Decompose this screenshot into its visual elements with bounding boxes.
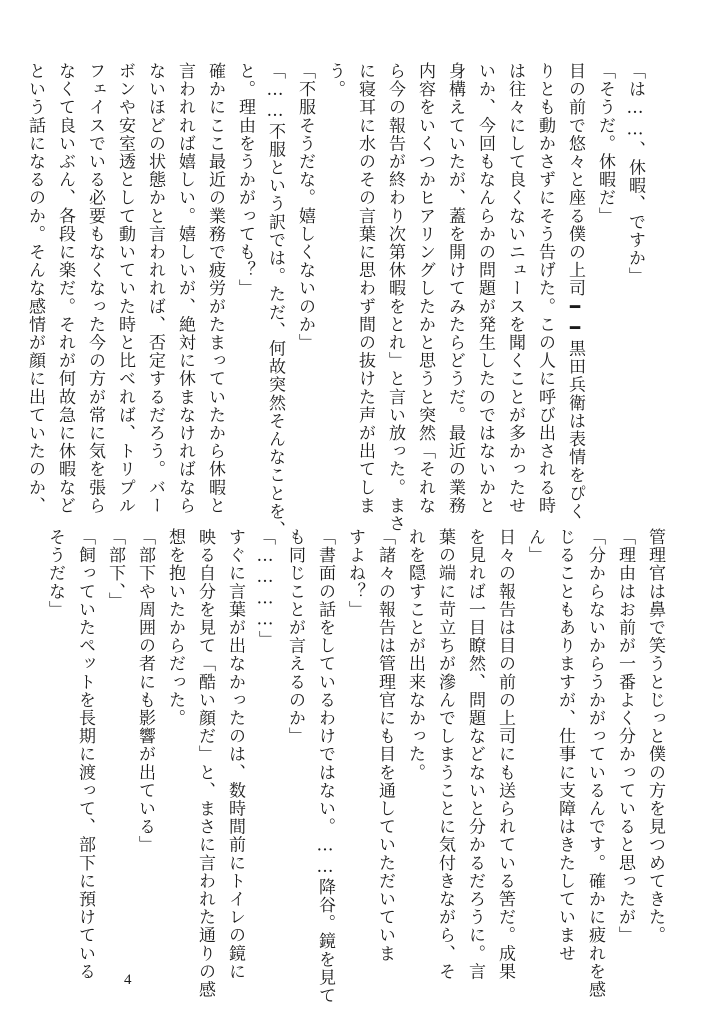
- text-line: すよね？」: [345, 528, 365, 619]
- text-line: に寝耳に水のその言葉に思わず間の抜けた声が出てしま: [355, 62, 375, 515]
- text-line: 日々の報告は目の前の上司にも送られている筈だ。成果: [495, 528, 515, 981]
- text-line: も同じことが言えるのか」: [285, 528, 305, 746]
- text-line: 「そうだ。休暇だ」: [595, 62, 615, 225]
- text-line: れを隠すことが出来なかった。: [405, 528, 425, 782]
- text-line: フェイスでいる必要もなくなった今の方が常に気を張ら: [85, 62, 105, 515]
- text-line: う。: [325, 62, 345, 99]
- text-line: 「飼っていたペットを長期に渡って、部下に預けている: [75, 528, 95, 981]
- text-line: 内容をいくつかヒアリングしたかと思うと突然「それな: [415, 62, 435, 515]
- text-line: は往々にして良くないニュースを聞くことが多かったせ: [505, 62, 525, 515]
- text-line: 葉の端に苛立ちが滲んでしまうことに気付きながら、そ: [435, 528, 455, 981]
- text-line: 身構えていたが、蓋を開けてみたらどうだ。最近の業務: [445, 62, 465, 515]
- lower-text-block: [40, 528, 670, 1005]
- text-line: なくて良いぶん、各段に楽だ。それが何故急に休暇など: [55, 62, 75, 515]
- text-line: じることもありますが、仕事に支障はきたしていませ: [555, 528, 575, 963]
- text-line: 想を抱いたからだった。: [165, 528, 185, 728]
- text-line: 目の前で悠々と座る僕の上司━━黒田兵衛は表情をぴく: [565, 62, 585, 521]
- text-line: 確かにここ最近の業務で疲労がたまっていたから休暇と: [205, 62, 225, 515]
- text-line: 言われれば嬉しい。嬉しいが、絶対に休まなければなら: [175, 62, 195, 515]
- text-line: 「諸々の報告は管理官にも目を通していただいていま: [375, 528, 395, 963]
- text-line: と。理由をうかがっても？」: [235, 62, 255, 298]
- text-line: ボンや安室透として動いていた時と比べれば、トリプル: [115, 62, 135, 515]
- upper-text-block: [20, 62, 650, 539]
- text-line: ないほどの状態かと言われれば、否定するだろう。バー: [145, 62, 165, 515]
- text-line: 映る自分を見て「酷い顔だ」と、まさに言われた通りの感: [195, 528, 215, 999]
- text-line: 「は……、休暇、ですか」: [625, 62, 645, 286]
- text-line: 「…………」: [255, 528, 275, 649]
- text-line: そうだな」: [45, 528, 65, 619]
- text-line: という話になるのか。そんな感情が顔に出ていたのか、: [25, 62, 45, 515]
- text-line: 「部下、」: [105, 528, 125, 610]
- text-line: 「……不服という訳では。ただ、何故突然そんなことを、: [265, 62, 285, 539]
- text-line: いか、今回もなんらかの問題が発生したのではないかと: [475, 62, 495, 515]
- text-line: すぐに言葉が出なかったのは、数時間前にトイレの鏡に: [225, 528, 245, 981]
- text-line: ん」: [525, 528, 545, 565]
- text-line: を見れば一目瞭然、問題などないと分かるだろうに。言: [465, 528, 485, 981]
- text-line: 「分からないからうかがっているんです。確かに疲れを感: [585, 528, 605, 999]
- text-line: ら今の報告が終わり次第休暇をとれ」と言い放った。まさ: [385, 62, 405, 533]
- text-line: 「不服そうだな。嬉しくないのか」: [295, 62, 315, 352]
- text-line: 「理由はお前が一番よく分かっていると思ったが」: [615, 528, 635, 945]
- text-line: 「部下や周囲の者にも影響が出ている」: [135, 528, 155, 854]
- page-number: 4: [124, 972, 132, 988]
- text-line: りとも動かさずにそう告げた。この人に呼び出される時: [535, 62, 555, 515]
- text-line: 管理官は鼻で笑うとじっと僕の方を見つめてきた。: [645, 528, 665, 945]
- text-line: 「書面の話をしているわけではない。……降谷。鏡を見て: [315, 528, 335, 1005]
